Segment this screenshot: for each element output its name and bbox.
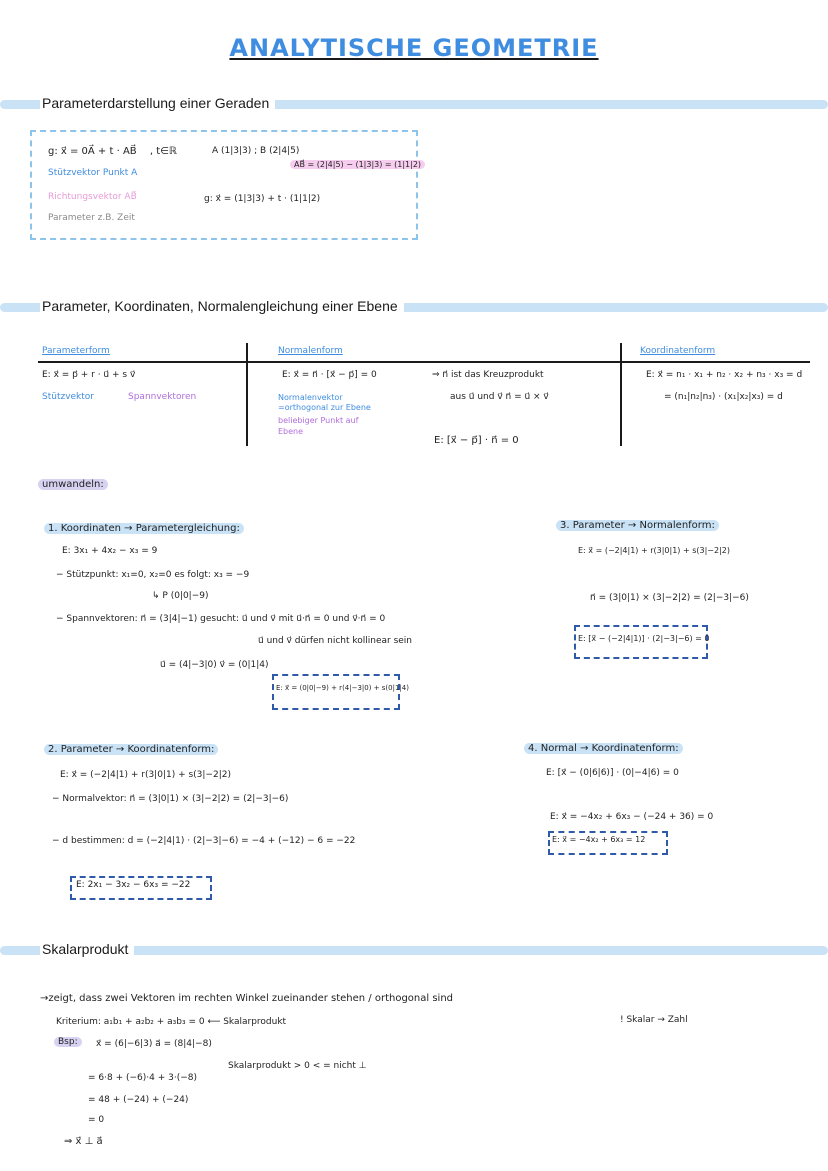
gerade-points: A (1|3|3) ; B (2|4|5) <box>212 146 300 156</box>
pf-spann: Spannvektoren <box>128 392 197 402</box>
c3-title <box>556 520 719 531</box>
col-normalenform: Normalenform <box>278 346 343 356</box>
bsp-label: Bsp: <box>54 1037 82 1047</box>
c1-kollinear: u⃗ und v⃗ dürfen nicht kollinear sein <box>258 636 413 646</box>
skalar-intro: →zeigt, dass zwei Vektoren im rechten Winkel zueinander stehen / orthogonal sind <box>40 993 454 1004</box>
c1-uv: u⃗ = (4|−3|0) v⃗ = (0|1|4) <box>160 660 269 670</box>
skalar-rule: Skalarprodukt > 0 < = nicht ⊥ <box>228 1061 367 1071</box>
kf-equation2: = (n₁|n₂|n₃) · (x₁|x₂|x₃) = d <box>664 392 783 402</box>
pf-equation: E: x⃗ = p⃗ + r · u⃗ + s v⃗ <box>42 370 136 380</box>
table-divider <box>246 343 248 446</box>
gerade-eq: g: x⃗ = 0A⃗ + t · AB⃗ <box>48 146 137 157</box>
label-parameter: Parameter z.B. Zeit <box>48 213 135 223</box>
c3-normal: n⃗ = (3|0|1) × (3|−2|2) = (2|−3|−6) <box>590 593 749 603</box>
nf-note: beliebiger Punkt auf <box>278 416 359 425</box>
skalar-conclusion: ⇒ x⃗ ⊥ a⃗ <box>64 1136 103 1147</box>
skalar-line: = 48 + (−24) + (−24) <box>88 1095 189 1105</box>
c2-d: − d bestimmen: d = (−2|4|1) · (2|−3|−6) = −4 + (−12) − 6 = −22 <box>52 836 356 846</box>
c3-result: E: [x⃗ − (−2|4|1)] · (2|−3|−6) = 0 <box>578 634 710 643</box>
c4-expand: E: x⃗ = −4x₂ + 6x₃ − (−24 + 36) = 0 <box>550 812 714 822</box>
skalar-kriterium: Kriterium: a₁b₁ + a₂b₂ + a₃b₃ = 0 ⟵ Skalarprodukt <box>56 1017 287 1027</box>
c3-title-text: 3. Parameter → Normalenform: <box>556 520 719 531</box>
gerade-equation <box>48 146 177 157</box>
gerade-ab: AB⃗ = (2|4|5) − (1|3|3) = (1|1|2) <box>290 160 425 169</box>
c4-result: E: x⃗ = −4x₂ + 6x₃ = 12 <box>552 835 646 844</box>
nf-equation2: E: [x⃗ − p⃗] · n⃗ = 0 <box>434 435 519 446</box>
skalar-line: = 0 <box>88 1115 105 1125</box>
c2-eq: E: x⃗ = (−2|4|1) + r(3|0|1) + s(3|−2|2) <box>60 770 231 780</box>
c1-point: ↳ P (0|0|−9) <box>152 591 209 601</box>
nf-note: =orthogonal zur Ebene <box>278 403 371 412</box>
nf-note: Ebene <box>278 427 304 436</box>
c1-result-box <box>272 674 400 710</box>
kf-equation: E: x⃗ = n₁ · x₁ + n₂ · x₂ + n₃ · x₃ = d <box>646 370 803 380</box>
c1-title <box>44 523 244 534</box>
label-stuetzvektor: Stützvektor Punkt A <box>48 168 138 178</box>
nf-equation: E: x⃗ = n⃗ · [x⃗ − p⃗] = 0 <box>282 370 377 380</box>
section-heading-skalar: Skalarprodukt <box>40 941 134 957</box>
page-title: ANALYTISCHE GEOMETRIE <box>229 34 599 62</box>
kreuz-note: ⇒ n⃗ ist das Kreuzprodukt <box>432 370 544 380</box>
c2-title <box>44 744 218 755</box>
section-heading-gerade: Parameterdarstellung einer Geraden <box>40 95 275 111</box>
skalar-note: ! Skalar → Zahl <box>620 1015 688 1025</box>
c4-title-text: 4. Normal → Koordinatenform: <box>524 743 683 754</box>
c4-title <box>524 743 683 754</box>
skalar-line: = 6·8 + (−6)·4 + 3·(−8) <box>88 1073 197 1083</box>
section-heading-ebene: Parameter, Koordinaten, Normalengleichung einer Ebene <box>40 298 404 314</box>
c4-eq: E: [x⃗ − (0|6|6)] · (0|−4|6) = 0 <box>546 768 679 778</box>
c2-result: E: 2x₁ − 3x₂ − 6x₃ = −22 <box>76 880 191 890</box>
col-koordinatenform: Koordinatenform <box>640 346 716 356</box>
c1-result: E: x⃗ = (0|0|−9) + r(4|−3|0) + s(0|1|4) <box>276 684 409 692</box>
col-parameterform: Parameterform <box>42 346 110 356</box>
c1-spann: − Spannvektoren: n⃗ = (3|4|−1) gesucht: u⃗ und v⃗ mit u⃗·n⃗ = 0 und v⃗·n⃗ = 0 <box>56 614 386 624</box>
umwandeln-label: umwandeln: <box>38 479 108 490</box>
c1-stuetz: − Stützpunkt: x₁=0, x₂=0 es folgt: x₃ = −9 <box>56 570 250 580</box>
nf-note: Normalenvektor <box>278 393 343 402</box>
skalar-vectors: x⃗ = (6|−6|3) a⃗ = (8|4|−8) <box>96 1039 212 1049</box>
c1-title-text: 1. Koordinaten → Parametergleichung: <box>44 523 244 534</box>
c2-title-text: 2. Parameter → Koordinatenform: <box>44 744 218 755</box>
c3-eq: E: x⃗ = (−2|4|1) + r(3|0|1) + s(3|−2|2) <box>578 546 730 555</box>
table-header-line <box>38 361 810 363</box>
gerade-domain: , t∈ℝ <box>149 146 177 157</box>
pf-stuetz: Stützvektor <box>42 392 95 402</box>
gerade-example: g: x⃗ = (1|3|3) + t · (1|1|2) <box>204 194 321 204</box>
table-divider <box>620 343 622 446</box>
label-richtungsvektor: Richtungsvektor AB⃗ <box>48 192 137 202</box>
c1-eq: E: 3x₁ + 4x₂ − x₃ = 9 <box>62 546 158 556</box>
kreuz-note2: aus u⃗ und v⃗ n⃗ = u⃗ × v⃗ <box>450 392 549 402</box>
c2-normal: − Normalvektor: n⃗ = (3|0|1) × (3|−2|2) = (2|−3|−6) <box>52 794 289 804</box>
